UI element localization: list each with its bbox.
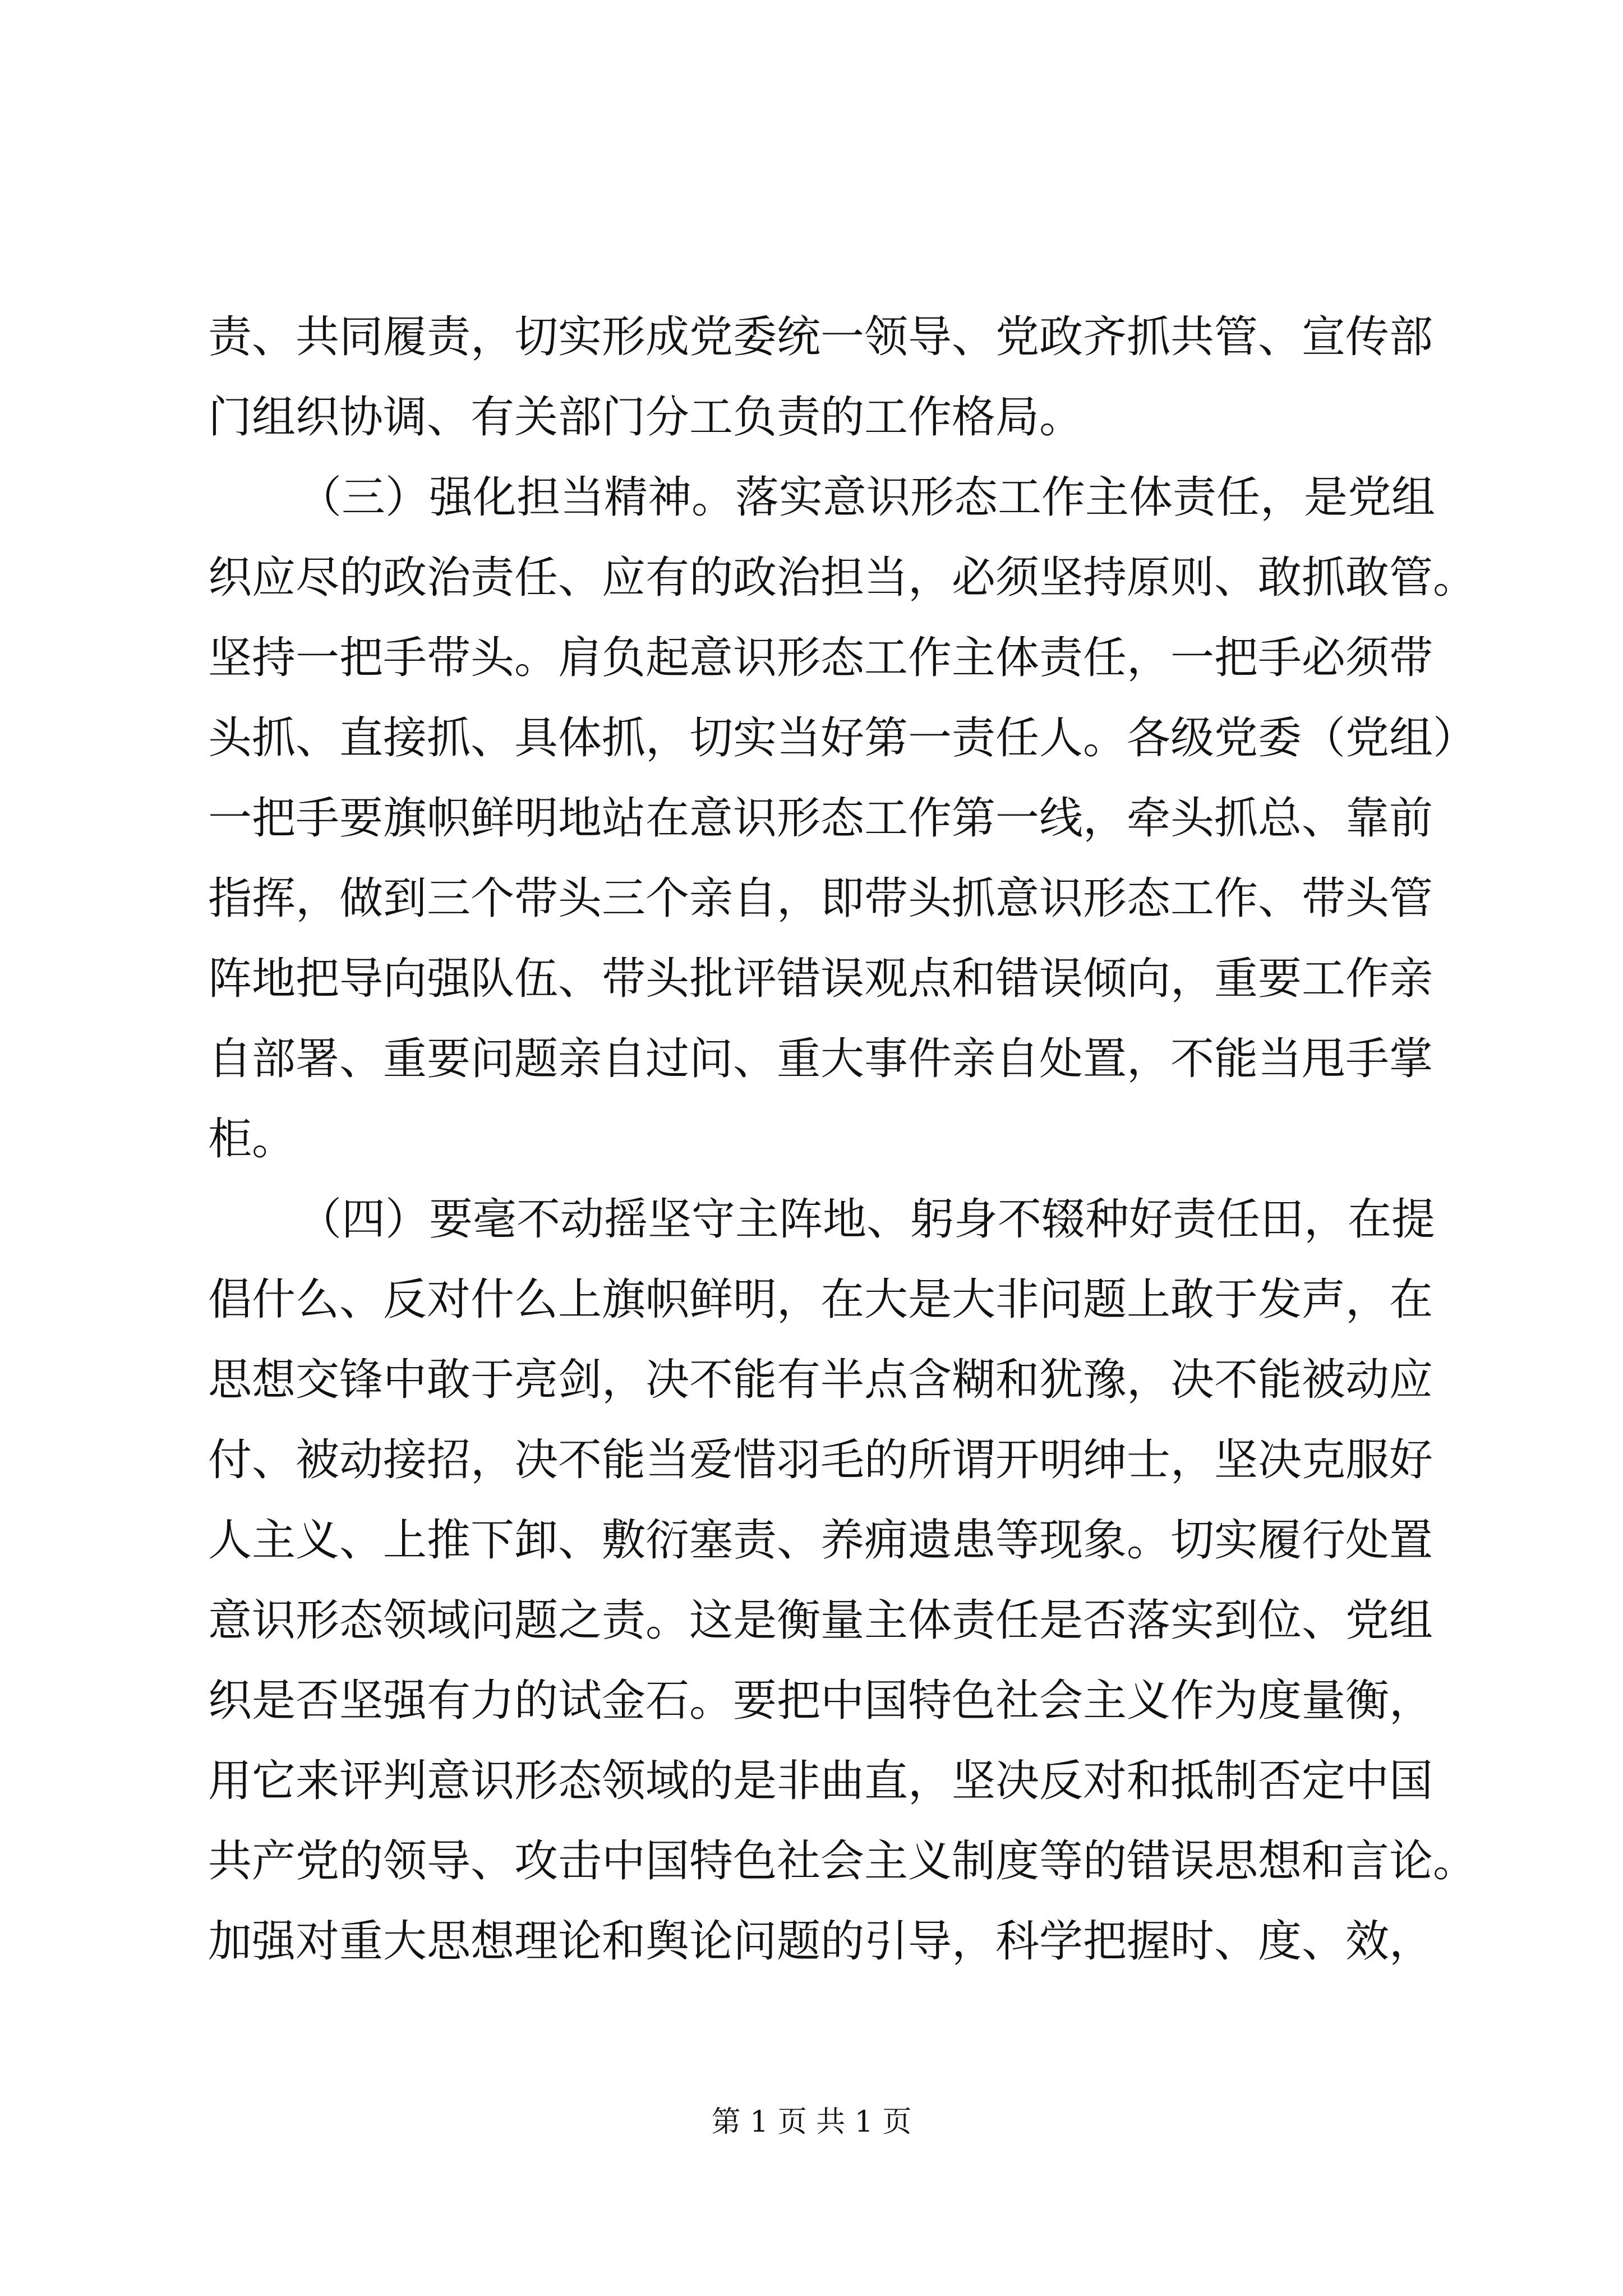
text-line: 门组织协调、有关部门分工负责的工作格局。 — [208, 392, 1083, 443]
page-number-label: 第 1 页 共 1 页 — [711, 2105, 912, 2139]
document-body — [208, 297, 1477, 1982]
text-line: 织是否坚强有力的试金石。要把中国特色社会主义作为度量衡， — [208, 1676, 1433, 1726]
text-line: 意识形态领域问题之责。这是衡量主体责任是否落实到位、党组 — [208, 1595, 1433, 1646]
text-line: 共产党的领导、攻击中国特色社会主义制度等的错误思想和言论。 — [208, 1836, 1477, 1887]
text-line: 头抓、直接抓、具体抓，切实当好第一责任人。各级党委（党组） — [208, 713, 1477, 763]
text-line: 思想交锋中敢于亮剑，决不能有半点含糊和犹豫，决不能被动应 — [208, 1355, 1433, 1405]
text-line: 指挥，做到三个带头三个亲自，即带头抓意识形态工作、带头管 — [208, 873, 1433, 924]
text-line: 坚持一把手带头。肩负起意识形态工作主体责任，一把手必须带 — [208, 633, 1433, 683]
text-line: 人主义、上推下卸、敷衍塞责、养痈遗患等现象。切实履行处置 — [208, 1515, 1433, 1566]
page-footer — [0, 2098, 1623, 2140]
text-line: 用它来评判意识形态领域的是非曲直，坚决反对和抵制否定中国 — [208, 1756, 1433, 1806]
text-line: 一把手要旗帜鲜明地站在意识形态工作第一线，牵头抓总、靠前 — [208, 793, 1433, 844]
section-heading-line: （四）要毫不动摇坚守主阵地、躬身不辍种好责任田，在提 — [298, 1194, 1436, 1245]
section-heading-line: （三）强化担当精神。落实意识形态工作主体责任，是党组 — [298, 472, 1436, 523]
text-line: 阵地把导向强队伍、带头批评错误观点和错误倾向，重要工作亲 — [208, 954, 1433, 1004]
text-line: 柜。 — [208, 1114, 296, 1165]
text-line: 织应尽的政治责任、应有的政治担当，必须坚持原则、敢抓敢管。 — [208, 553, 1477, 603]
text-line: 加强对重大思想理论和舆论问题的引导，科学把握时、度、效， — [208, 1916, 1433, 1967]
text-line: 责、共同履责，切实形成党委统一领导、党政齐抓共管、宣传部 — [208, 312, 1433, 362]
text-line: 自部署、重要问题亲自过问、重大事件亲自处置，不能当甩手掌 — [208, 1034, 1433, 1084]
text-line: 倡什么、反对什么上旗帜鲜明，在大是大非问题上敢于发声，在 — [208, 1274, 1433, 1325]
text-line: 付、被动接招，决不能当爱惜羽毛的所谓开明绅士，坚决克服好 — [208, 1435, 1433, 1485]
